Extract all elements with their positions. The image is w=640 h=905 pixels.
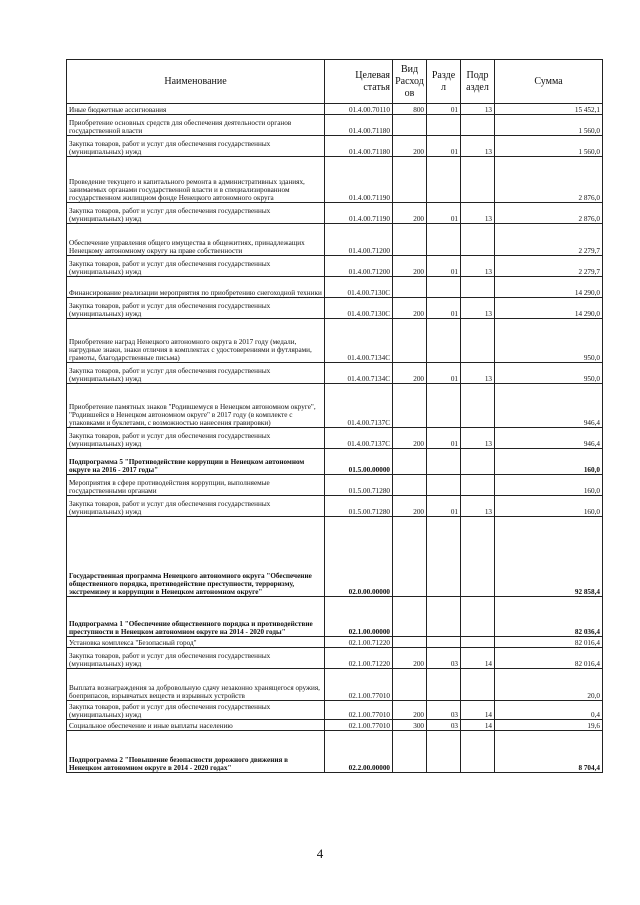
row-target-article: 01.4.00.71200: [325, 224, 393, 256]
table-row: [67, 136, 603, 157]
row-name: Обеспечение управления общего имущества в общежитиях, принадлежащих Ненецкому автономному округу на праве собственности: [67, 224, 325, 256]
row-expense-type: [393, 731, 427, 773]
row-name: Подпрограмма 2 "Повышение безопасности дорожного движения в Ненецком автономном округе в 2014 - 2020 годах": [67, 731, 325, 773]
row-target-article: 01.4.00.70110: [325, 104, 393, 115]
row-target-article: 01.4.00.71180: [325, 115, 393, 136]
row-expense-type: [393, 277, 427, 298]
row-section: [427, 637, 461, 648]
row-subsection: [461, 157, 495, 203]
table-row: [67, 157, 603, 203]
row-sum: 8 704,4: [495, 731, 603, 773]
row-section: 01: [427, 136, 461, 157]
row-sum: 950,0: [495, 319, 603, 363]
row-section: 01: [427, 298, 461, 319]
row-subsection: 13: [461, 363, 495, 384]
header-subsection: Подр аздел: [461, 60, 495, 104]
row-name: Приобретение основных средств для обеспечения деятельности органов государственной власти: [67, 115, 325, 136]
row-name: Иные бюджетные ассигнования: [67, 104, 325, 115]
row-target-article: 02.1.00.71220: [325, 637, 393, 648]
row-name: Закупка товаров, работ и услуг для обеспечения государственных (муниципальных) нужд: [67, 298, 325, 319]
row-subsection: 13: [461, 203, 495, 224]
row-section: 03: [427, 648, 461, 669]
row-section: [427, 384, 461, 428]
row-subsection: 13: [461, 136, 495, 157]
header-target-article: Целевая статья: [325, 60, 393, 104]
row-sum: 160,0: [495, 449, 603, 475]
row-subsection: 13: [461, 428, 495, 449]
row-subsection: [461, 319, 495, 363]
row-expense-type: 200: [393, 701, 427, 720]
row-subsection: 14: [461, 648, 495, 669]
row-target-article: 01.4.00.7130С: [325, 298, 393, 319]
row-section: [427, 449, 461, 475]
row-subsection: [461, 449, 495, 475]
table-header-row: [67, 60, 603, 104]
row-expense-type: [393, 224, 427, 256]
row-expense-type: 200: [393, 496, 427, 517]
table-row: [67, 298, 603, 319]
row-name: Установка комплекса "Безопасный город": [67, 637, 325, 648]
row-target-article: 01.5.00.71280: [325, 496, 393, 517]
table-row: [67, 517, 603, 597]
row-name: Финансирование реализации мероприятия по приобретению снегоходной техники: [67, 277, 325, 298]
row-subsection: [461, 517, 495, 597]
row-subsection: 13: [461, 104, 495, 115]
table-row: [67, 104, 603, 115]
row-sum: 1 560,0: [495, 115, 603, 136]
table-row: [67, 363, 603, 384]
row-target-article: 01.4.00.71190: [325, 157, 393, 203]
row-expense-type: [393, 517, 427, 597]
row-sum: 950,0: [495, 363, 603, 384]
row-name: Закупка товаров, работ и услуг для обеспечения государственных (муниципальных) нужд: [67, 256, 325, 277]
row-expense-type: 200: [393, 136, 427, 157]
row-target-article: 01.4.00.71190: [325, 203, 393, 224]
row-name: Закупка товаров, работ и услуг для обеспечения государственных (муниципальных) нужд: [67, 701, 325, 720]
row-sum: 2 876,0: [495, 157, 603, 203]
row-expense-type: 200: [393, 203, 427, 224]
row-name: Выплата вознаграждения за добровольную сдачу незаконно хранящегося оружия, боеприпасов, взрывчатых веществ и взрывных устройств: [67, 669, 325, 701]
row-sum: 19,6: [495, 720, 603, 731]
table-row: [67, 319, 603, 363]
table-row: [67, 597, 603, 637]
row-subsection: [461, 384, 495, 428]
row-sum: 82 016,4: [495, 648, 603, 669]
row-subsection: [461, 224, 495, 256]
table-row: [67, 701, 603, 720]
row-sum: 14 290,0: [495, 298, 603, 319]
row-sum: 15 452,1: [495, 104, 603, 115]
table-row: [67, 637, 603, 648]
row-expense-type: [393, 475, 427, 496]
row-expense-type: 800: [393, 104, 427, 115]
row-section: [427, 115, 461, 136]
row-target-article: 01.5.00.00000: [325, 449, 393, 475]
table-row: [67, 449, 603, 475]
row-subsection: 14: [461, 720, 495, 731]
row-name: Закупка товаров, работ и услуг для обеспечения государственных (муниципальных) нужд: [67, 648, 325, 669]
row-name: Приобретение памятных знаков "Родившемуся в Ненецком автономном округе", "Родившейся в Ненецком автономном округе" в 2017 году (в комплекте с упаковками и буклетами, с возможностью нанесения гравировки): [67, 384, 325, 428]
row-section: 01: [427, 203, 461, 224]
row-section: [427, 669, 461, 701]
table-row: [67, 731, 603, 773]
table-row: [67, 720, 603, 731]
row-target-article: 01.4.00.71180: [325, 136, 393, 157]
row-section: 01: [427, 496, 461, 517]
row-name: Государственная программа Ненецкого автономного округа "Обеспечение общественного порядка, противодействие преступности, терроризму, экстремизму и коррупции в Ненецком автономном округе": [67, 517, 325, 597]
row-section: [427, 224, 461, 256]
row-subsection: [461, 669, 495, 701]
row-section: [427, 475, 461, 496]
row-name: Закупка товаров, работ и услуг для обеспечения государственных (муниципальных) нужд: [67, 203, 325, 224]
row-sum: 14 290,0: [495, 277, 603, 298]
row-subsection: [461, 637, 495, 648]
row-section: 01: [427, 428, 461, 449]
row-section: [427, 157, 461, 203]
header-sum: Сумма: [495, 60, 603, 104]
row-sum: 160,0: [495, 496, 603, 517]
row-subsection: [461, 475, 495, 496]
row-target-article: 01.4.00.7134С: [325, 363, 393, 384]
row-expense-type: [393, 597, 427, 637]
row-subsection: [461, 597, 495, 637]
row-sum: 946,4: [495, 384, 603, 428]
row-target-article: 01.4.00.7130С: [325, 277, 393, 298]
row-sum: 1 560,0: [495, 136, 603, 157]
row-target-article: 01.4.00.7137С: [325, 384, 393, 428]
row-section: 01: [427, 363, 461, 384]
table-row: [67, 475, 603, 496]
table-row: [67, 203, 603, 224]
row-expense-type: 200: [393, 256, 427, 277]
row-target-article: 01.4.00.71200: [325, 256, 393, 277]
row-name: Закупка товаров, работ и услуг для обеспечения государственных (муниципальных) нужд: [67, 136, 325, 157]
row-sum: 82 016,4: [495, 637, 603, 648]
row-name: Приобретение наград Ненецкого автономного округа в 2017 году (медали, нагрудные знаки, знаки отличия в комплектах с удостоверениями и футлярами, грамоты, благодарственные письма): [67, 319, 325, 363]
row-expense-type: [393, 319, 427, 363]
row-target-article: 02.0.00.00000: [325, 517, 393, 597]
row-expense-type: [393, 384, 427, 428]
row-name: Подпрограмма 1 "Обеспечение общественного порядка и противодействие преступности в Ненецком автономном округе на 2014 - 2020 годы": [67, 597, 325, 637]
table-row: [67, 256, 603, 277]
header-expense-type: Вид Расход ов: [393, 60, 427, 104]
row-target-article: 02.1.00.00000: [325, 597, 393, 637]
row-section: [427, 731, 461, 773]
table-row: [67, 496, 603, 517]
row-expense-type: [393, 449, 427, 475]
row-sum: 0,4: [495, 701, 603, 720]
row-expense-type: [393, 115, 427, 136]
row-name: Подпрограмма 5 "Противодействие коррупции в Ненецком автономном округе на 2016 - 2017 годы": [67, 449, 325, 475]
row-subsection: [461, 115, 495, 136]
row-target-article: 01.4.00.7137С: [325, 428, 393, 449]
row-expense-type: [393, 157, 427, 203]
row-section: 03: [427, 720, 461, 731]
row-name: Социальное обеспечение и иные выплаты населению: [67, 720, 325, 731]
row-name: Мероприятия в сфере противодействия коррупции, выполняемые государственными органами: [67, 475, 325, 496]
row-subsection: 14: [461, 701, 495, 720]
row-section: [427, 319, 461, 363]
row-section: 01: [427, 256, 461, 277]
row-subsection: 13: [461, 298, 495, 319]
row-expense-type: 200: [393, 428, 427, 449]
row-sum: 2 279,7: [495, 224, 603, 256]
row-subsection: [461, 731, 495, 773]
row-expense-type: 200: [393, 648, 427, 669]
table-row: [67, 277, 603, 298]
row-subsection: 13: [461, 496, 495, 517]
row-target-article: 02.1.00.77010: [325, 720, 393, 731]
row-target-article: 02.2.00.00000: [325, 731, 393, 773]
row-target-article: 01.5.00.71280: [325, 475, 393, 496]
header-name: Наименование: [67, 60, 325, 104]
row-expense-type: 300: [393, 720, 427, 731]
row-expense-type: [393, 637, 427, 648]
row-subsection: 13: [461, 256, 495, 277]
row-name: Проведение текущего и капитального ремонта в административных зданиях, занимаемых органами государственной власти и в специализированном государственном жилищном фонде Ненецкого автономного округа: [67, 157, 325, 203]
row-sum: 946,4: [495, 428, 603, 449]
page-number: 4: [316, 846, 324, 861]
row-target-article: 02.1.00.77010: [325, 669, 393, 701]
row-name: Закупка товаров, работ и услуг для обеспечения государственных (муниципальных) нужд: [67, 428, 325, 449]
row-sum: 82 036,4: [495, 597, 603, 637]
row-name: Закупка товаров, работ и услуг для обеспечения государственных (муниципальных) нужд: [67, 496, 325, 517]
row-target-article: 02.1.00.77010: [325, 701, 393, 720]
row-expense-type: [393, 669, 427, 701]
row-name: Закупка товаров, работ и услуг для обеспечения государственных (муниципальных) нужд: [67, 363, 325, 384]
row-sum: 160,0: [495, 475, 603, 496]
table-row: [67, 648, 603, 669]
row-section: [427, 597, 461, 637]
row-expense-type: 200: [393, 363, 427, 384]
row-sum: 2 876,0: [495, 203, 603, 224]
table-row: [67, 428, 603, 449]
header-section: Разде л: [427, 60, 461, 104]
row-target-article: 02.1.00.71220: [325, 648, 393, 669]
row-subsection: [461, 277, 495, 298]
row-section: [427, 277, 461, 298]
row-sum: 20,0: [495, 669, 603, 701]
row-sum: 92 858,4: [495, 517, 603, 597]
row-section: 01: [427, 104, 461, 115]
row-expense-type: 200: [393, 298, 427, 319]
table-row: [67, 669, 603, 701]
row-section: 03: [427, 701, 461, 720]
budget-table: [66, 59, 603, 773]
row-section: [427, 517, 461, 597]
table-row: [67, 115, 603, 136]
row-sum: 2 279,7: [495, 256, 603, 277]
row-target-article: 01.4.00.7134С: [325, 319, 393, 363]
table-row: [67, 224, 603, 256]
table-row: [67, 384, 603, 428]
